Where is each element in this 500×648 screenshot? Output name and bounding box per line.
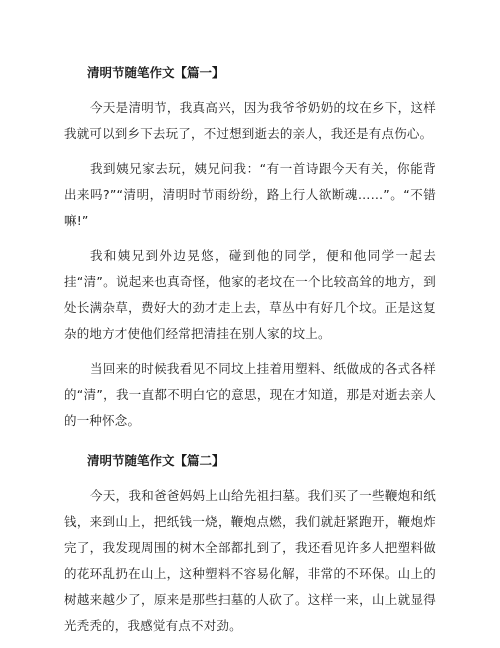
section-title-1: 清明节随笔作文【篇一】 (87, 65, 225, 80)
article (64, 62, 436, 648)
paragraph-5: 今天，我和爸爸妈妈上山给先祖扫墓。我们买了一些鞭炮和纸钱，来到山上，把纸钱一烧，鞭炮点燃，我们就赶紧跑开，鞭炮炸完了，我发现周围的树木全部都扎到了，我还看见许多人把塑料做的花环乱扔在山上，这种塑料不容易化解，非常的不环保。山上的树越来越少了，原来是那些扫墓的人砍了。这样一来，山上就显得光秃秃的，我感觉有点不对劲。 (64, 488, 436, 633)
paragraph-1: 今天是清明节，我真高兴，因为我爷爷奶奶的坟在乡下，这样我就可以到乡下去玩了，不过想到逝去的亲人，我还是有点伤心。 (64, 100, 436, 141)
paragraph-2: 我到姨兄家去玩，姨兄问我：“有一首诗跟今天有关，你能背出来吗?”“清明，清明时节雨纷纷，路上行人欲断魂……”。“不错嘛!” (64, 161, 436, 228)
paragraph-4: 当回来的时候我看见不同坟上挂着用塑料、纸做成的各式各样的“清”，我一直都不明白它的意思，现在才知道，那是对逝去亲人的一种怀念。 (64, 361, 436, 428)
paragraph-3: 我和姨兄到外边晃悠，碰到他的同学，便和他同学一起去挂“清”。说起来也真奇怪，他家的老坟在一个比较高耸的地方，到处长满杂草，费好大的劲才走上去，草丛中有好几个坟。正是这复杂的地方才使他们经常把清挂在别人家的坟上。 (64, 248, 436, 341)
section-title-2: 清明节随笔作文【篇二】 (87, 453, 225, 468)
